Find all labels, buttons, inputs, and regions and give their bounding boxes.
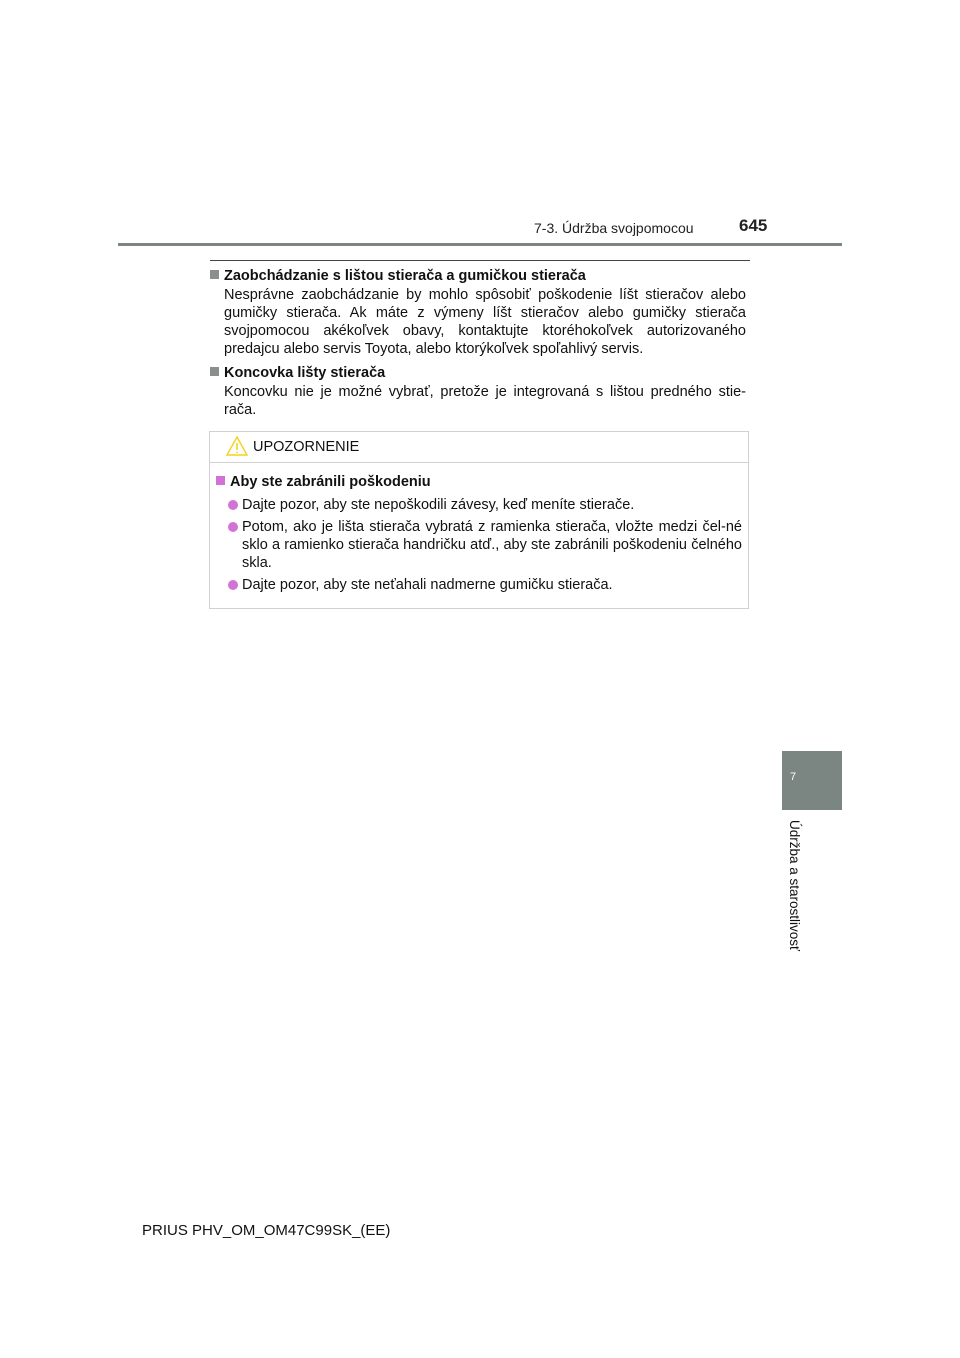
square-bullet-icon (210, 367, 219, 376)
section-wiper-handling (210, 266, 746, 358)
warning-bullet: Dajte pozor, aby ste neťahali nadmerne gumičku stierača. (228, 576, 742, 594)
warning-triangle-icon (226, 436, 248, 456)
chapter-number: 7 (790, 771, 797, 783)
page-number: 645 (739, 216, 768, 235)
bullet-dot-icon (228, 580, 238, 590)
section-body: Nesprávne zaobchádzanie by mohlo spôsobiť poškodenie líšt stieračov alebo gumičky stierača. Ak máte z výmeny líšt stieračov alebo gumičky stierača svojpomocou akékoľvek obavy, kontaktujte ktoréhokoľvek autorizovaného predajcu alebo servis Toyota, alebo ktorýkoľvek spoľahlivý servis. (224, 287, 746, 357)
section-title: Zaobchádzanie s lištou stierača a gumičkou stierača (210, 266, 746, 286)
section-wiper-end-cap (210, 363, 746, 419)
square-bullet-icon (210, 270, 219, 279)
footer-document-code: PRIUS PHV_OM_OM47C99SK_(EE) (142, 1222, 391, 1239)
section-body: Koncovku nie je možné vybrať, pretože je integrovaná s lištou predného stie-rača. (224, 384, 746, 418)
chapter-label: Údržba a starostlivosť (787, 820, 802, 952)
warning-bullet: Potom, ako je lišta stierača vybratá z ramienka stierača, vložte medzi čel-né sklo a ramienko stierača handričku atď., aby ste zabránili poškodeniu čelného skla. (228, 518, 742, 572)
content-rule (210, 260, 750, 261)
warning-title: UPOZORNENIE (253, 439, 360, 455)
square-bullet-icon (216, 476, 225, 485)
warning-bullet: Dajte pozor, aby ste nepoškodili závesy, keď meníte stierače. (228, 496, 742, 514)
chapter-tab (782, 751, 842, 810)
warning-box (209, 431, 749, 609)
header-section-title: 7-3. Údržba svojpomocou (534, 220, 694, 236)
warning-header (210, 432, 748, 463)
header-rule (118, 243, 842, 246)
section-title: Koncovka lišty stierača (210, 363, 746, 383)
bullet-dot-icon (228, 500, 238, 510)
warning-heading: Aby ste zabránili poškodeniu (216, 474, 431, 490)
bullet-dot-icon (228, 522, 238, 532)
